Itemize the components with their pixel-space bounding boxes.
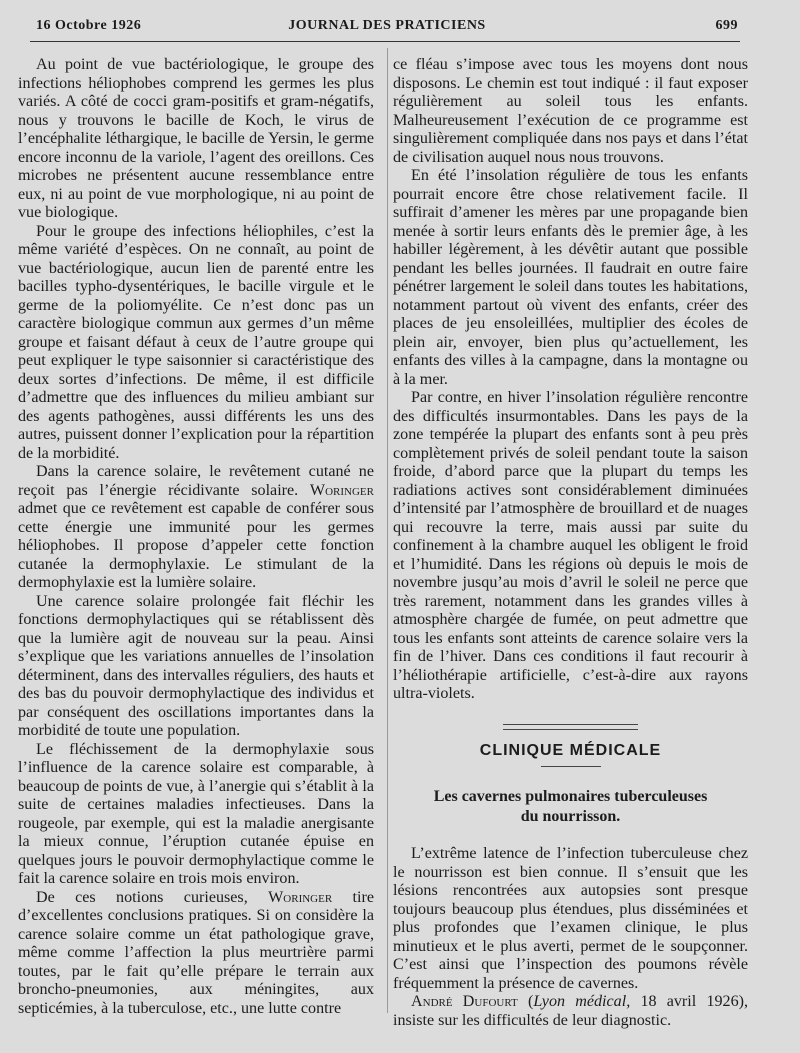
paragraph: En été l’insolation régulière de tous les enfants pourrait encore être chose relativement facile. Il suffirait d’amener les mères par une propagande bien menée à sortir leurs enfants dès le premier âge, à les habiller légèrement, à les dévêtir autant que possible pendant les belles journées. Il faudrait en outre faire pénétrer largement le soleil dans toutes les habitations, notamment partout où vivent des enfants, créer des places de jeu ensoleillées, multiplier des écoles de plein air, envoyer, bien plus qu’actuellement, les enfants des villes à la campagne, dans la montagne ou à la mer. — [393, 167, 748, 388]
paragraph: L’extrême latence de l’infection tuberculeuse chez le nourrisson est bien connue. Il s’ensuit que les lésions rencontrées aux autopsies sont presque toujours beaucoup plus étendues, plus disséminées et plus profondes que l’examen clinique, le plus minutieux et le plus averti, permet de le soupçonner. C’est ainsi que l’inspection des poumons révèle fréquemment la présence de cavernes. — [393, 845, 748, 992]
article-title-line: du nourrisson. — [520, 808, 621, 825]
article-body — [393, 845, 748, 1030]
citation-date: 18 avril 1926), — [640, 993, 749, 1010]
section-underline — [541, 766, 601, 767]
double-rule — [503, 724, 638, 730]
header-journal-title: JOURNAL DES PRATICIENS — [288, 18, 486, 33]
author-name: Woringer — [309, 481, 374, 499]
article-title-line: Les cavernes pulmonaires tuberculeuses — [433, 788, 708, 805]
paragraph-text: admet que ce revêtement est capable de conférer sous cette énergie une immunité pour les germes héliophobes. Il propose d’appeler cette fonction cutanée la dermophylaxie. Le stimulant de la dermophylaxie est la lumière solaire. — [18, 500, 374, 591]
paragraph: Pour le groupe des infections héliophiles, c’est la même variété d’espèces. On ne connaît, au point de vue bactériologique, aucun lien de parenté entre les bacilles typho-dysentériques, le bacille virgule et le germe de la poliomyélite. Ce n’est donc pas un caractère biologique commun aux germes d’un même groupe et faisant défaut à ceux de l’autre groupe qui peut expliquer le type saisonnier si caractéristique des deux sortes d’infections. De même, il est difficile d’admettre que des influences du milieu ambiant sur des agents pathogènes, aussi différents les uns des autres, puissent donner l’explication pour la répartition de la morbidité. — [18, 222, 374, 462]
header-date: 16 Octobre 1926 — [36, 18, 142, 33]
paragraph-text: De ces notions curieuses, — [36, 888, 248, 906]
paragraph-text: insiste sur les difficultés de leur diagnostic. — [393, 1011, 672, 1029]
section-separator — [393, 724, 748, 732]
citation-source: Lyon médical, — [533, 993, 631, 1010]
paragraph-text: tire d’excellentes conclusions pratiques. Si on considère la carence solaire comme un état pathologique grave, même comme l’affection la plus meurtrière parmi toutes, par le fait qu’elle prépare le terrain aux broncho-pneumonies, aux méningites, aux septicémies, à la tuberculose, etc., une lutte contre — [18, 888, 374, 1017]
right-column — [393, 56, 748, 1030]
author-name: Woringer — [268, 888, 333, 906]
paragraph-text: Dans la carence solaire, le revêtement cutané ne reçoit pas l’énergie récidivante solaire. — [18, 463, 374, 499]
paragraph: Au point de vue bactériologique, le groupe des infections héliophobes comprend les germes les plus variés. A côté de cocci gram-positifs et gram-négatifs, nous y trouvons le bacille de Koch, le virus de l’encéphalite léthargique, le bacille de Yersin, le germe encore inconnu de la variole, l’agent des oreillons. Ces microbes ne présentent aucune ressemblance entre eux, ni au point de vue morphologique, ni au point de vue biologique. — [18, 56, 374, 221]
column-divider — [387, 48, 388, 1013]
header-page-number: 699 — [715, 18, 738, 33]
running-header — [36, 16, 738, 38]
paragraph: Le fléchissement de la dermophylaxie sous l’influence de la carence solaire est comparable, à beaucoup de points de vue, à l’anergie qui s’établit à la suite de certaines maladies infectieuses. Dans la rougeole, par exemple, qui est la maladie anergisante la mieux connue, l’éruption cutanée épuise en quelques jours le pouvoir dermophylactique comme le fait la carence solaire en trois mois environ. — [18, 740, 374, 887]
article-title — [393, 787, 748, 827]
paragraph: ce fléau s’impose avec tous les moyens dont nous disposons. Le chemin est tout indiqué : il faut exposer régulièrement au soleil tous les enfants. Malheureusement l’exécution de ce programme est singulièrement compliquée dans nos pays et dans l’état de civilisation auquel nous nous trouvons. — [393, 56, 748, 166]
section-title: CLINIQUE MÉDICALE — [479, 741, 662, 759]
paragraph — [18, 889, 374, 1019]
paragraph — [18, 463, 374, 593]
author-name: André Dufourt — [411, 993, 518, 1010]
paragraph: Une carence solaire prolongée fait fléchir les fonctions dermophylactiques qui se rétablissent dès que la lumière agit de nouveau sur la peau. Ainsi s’explique que les variations annuelles de l’insolation déterminent, dans des intervalles réguliers, des hauts et des bas du pouvoir dermophylactique des individus et par conséquent des oscillations importantes dans la morbidité de toute une population. — [18, 592, 374, 739]
paragraph: Par contre, en hiver l’insolation régulière rencontre des difficultés insurmontables. Dans les pays de la zone tempérée la plupart des enfants sont à peu près complètement privés de soleil pendant toute la saison froide, d’abord parce que la plupart du temps les radiations actives sont considérablement diminuées d’intensité par l’atmosphère de brouillard et de nuages qui recouvre la terre, mais aussi par suite du confinement à la chambre auquel les obligent le froid et l’humidité. Dans les régions où depuis le mois de novembre jusqu’au mois d’avril le soleil ne perce que très rarement, notamment dans les grandes villes à atmosphère chargée de fumée, on peut admettre que tous les enfants sont atteints de carence solaire vers la fin de l’hiver. Dans ces conditions il faut recourir à l’héliothérapie artificielle, c’est-à-dire aux rayons ultra-violets. — [393, 389, 748, 702]
paragraph — [393, 993, 748, 1030]
left-column — [18, 56, 374, 1018]
citation-paren: ( — [527, 993, 534, 1010]
header-rule — [30, 41, 740, 42]
